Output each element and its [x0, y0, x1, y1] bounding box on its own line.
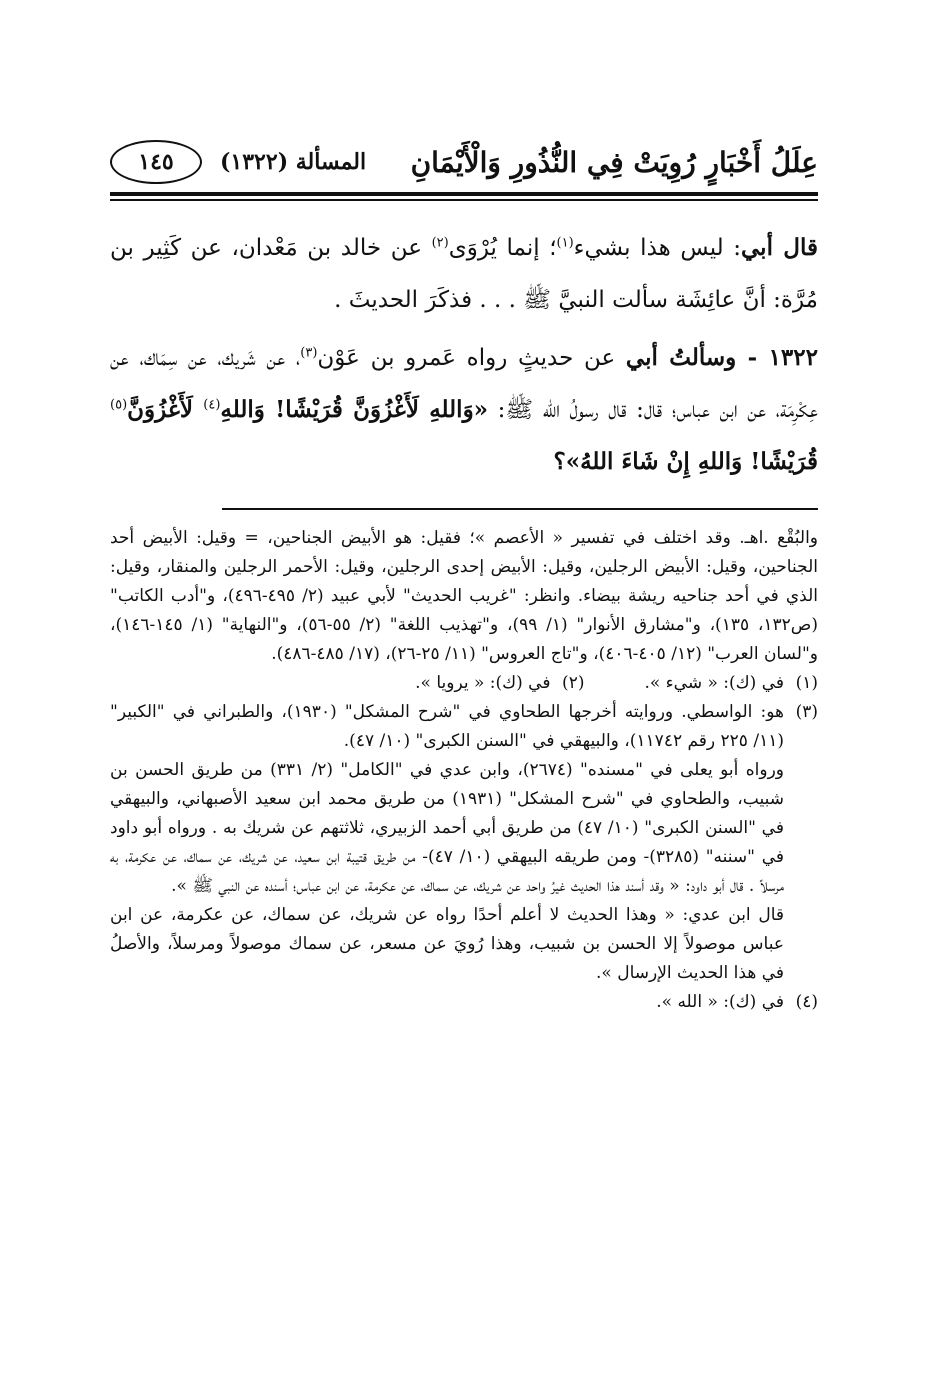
text-run: عن خالد بن مَعْدان، عن كَثِير بن مُرَّة: أنَّ عائِشَة سألت النبيَّ ﷺ . . . فذكَرَ الحديثَ . — [110, 235, 818, 313]
footnote-ref: (١) — [556, 235, 574, 251]
footnote-number: (٢) — [562, 673, 585, 693]
header-rule-thin — [110, 199, 818, 201]
footnote-3-part-3: قال ابن عدي: « وهذا الحديث لا أعلم أحدًا رواه عن شريك، عن سماك، عن عكرمة، عن ابن عباس موصولاً إلا الحسن بن شبيب، وهذا رُويَ عن مسعر، عن سماك موصولاً ومرسلاً، والأصلُ في هذا الحديث الإرسال ». — [110, 905, 784, 983]
footnote-ref: (٣) — [300, 345, 318, 361]
footnote-separator — [222, 508, 818, 510]
book-title: عِلَلُ أَخْبَارٍ رُوِيَتْ فِي النُّذُورِ وَالْأَيْمَانِ — [410, 145, 818, 179]
footnote-number: (٣) — [795, 702, 818, 722]
footnote-ref: (٥) — [110, 397, 128, 413]
footnote-3-part-2: ورواه أبو يعلى في "مسنده" (٢٦٧٤)، وابن عدي في "الكامل" (٢/ ٣٣١) من طريق الحسن بن شبيب، والطحاوي في "شرح المشكل" (١٩٣١) من طريق محمد ابن سعيد الأصبهاني، والبيهقي في "السنن الكبرى" (١٠/ ٤٧) من طريق أبي أحمد الزبيري، ثلاثتهم عن شريك به . ورواه أبو داود في "سننه" (٣٢٨٥)- ومن طريقه البيهقي (١٠/ ٤٧)- من طريق قتيبة ابن سعيد، عن شريك، عن سماك، عن عكرمة، به مرسلاً . قال أبو داود: « وقد أسند هذا الحديث غيرُ واحد عن شريك، عن سماك، عن عكرمة، عن ابن عباس؛ أسنده عن النبي ﷺ ». — [110, 760, 784, 896]
footnote-2 — [415, 669, 584, 698]
hadith-quote: لَأَغْزُوَنَّ — [127, 396, 204, 423]
page-number-badge — [110, 140, 202, 184]
hadith-quote: قُرَيْشًا! وَاللهِ إِنْ شَاءَ اللهُ»؟ — [553, 448, 818, 475]
footnotes — [110, 524, 818, 1017]
main-paragraph-1 — [110, 222, 818, 326]
footnote-text: في (ك): « يرويا ». — [415, 673, 551, 693]
text-run: ، عن شَريك، عن سِمَاك، عن عِكْرِمَة، عن ابن عباس؛ قال: قال رسولُ الله ﷺ: — [110, 345, 818, 423]
footnote-ref: (٤) — [203, 397, 221, 413]
footnote-number: (١) — [795, 673, 818, 693]
footnote-continuation: والبُقْع .اهـ. وقد اختلف في تفسير « الأعصم »؛ فقيل: هو الأبيض الجناحين، = وقيل: الأبيض أحد الجناحين، وقيل: الأبيض الرجلين، وقيل: الأبيض إحدى الرجلين، وقيل: الأحمر الرجلين والمنقار، وقيل: الذي في أحد جناحيه ريشة بيضاء. وانظر: "غريب الحديث" لأبي عبيد (٢/ ٤٩٥-٤٩٦)، و"أدب الكاتب" (ص١٣٢، ١٣٥)، و"مشارق الأنوار" (١/ ٩٩)، و"تهذيب اللغة" (٢/ ٥٥-٥٦)، و"النهاية" (١/ ١٤٥-١٤٦)، و"لسان العرب" (١٢/ ٤٠٥-٤٠٦)، و"تاج العروس" (١١/ ٢٥-٢٦)، (١٧/ ٤٨٥-٤٨٦). — [110, 528, 818, 664]
question-lead: ١٣٢٢ - وسألتُ أبي — [625, 344, 818, 371]
footnote-text: هو: الواسطي. وروايته أخرجها الطحاوي في "شرح المشكل" (١٩٣٠)، والطبراني في "الكبير" (١١/ ٢٢٥ رقم ١١٧٤٢)، والبيهقي في "السنن الكبرى" (١٠/ ٤٧). — [110, 702, 784, 751]
main-paragraph-2 — [110, 332, 818, 488]
text-run: : ليس هذا بشيء — [573, 235, 742, 261]
footnote-number: (٤) — [795, 992, 818, 1012]
footnote-text: في (ك): « الله ». — [656, 992, 784, 1012]
footnote-3 — [110, 698, 818, 756]
issue-label: المسألة (١٣٢٢) — [220, 149, 367, 175]
text-run: ؛ إنما يُرْوَى — [448, 235, 557, 261]
main-text — [110, 222, 818, 488]
footnote-ref: (٢) — [431, 235, 449, 251]
speaker: قال أبي — [741, 234, 818, 261]
header-left-group — [110, 140, 366, 184]
text-run: عن حديثٍ رواه عَمرو بن عَوْن — [317, 345, 626, 371]
page-number: ١٤٥ — [138, 149, 174, 175]
page — [110, 0, 818, 1378]
footnotes-1-2 — [110, 669, 818, 698]
footnote-text: في (ك): « شيء ». — [644, 673, 784, 693]
footnote-1 — [644, 669, 818, 698]
header-rule-thick — [110, 192, 818, 196]
running-header — [110, 133, 818, 191]
hadith-quote: «وَاللهِ لَأَغْزُوَنَّ قُرَيْشًا! وَاللهِ — [220, 396, 489, 423]
footnote-4 — [110, 988, 818, 1017]
